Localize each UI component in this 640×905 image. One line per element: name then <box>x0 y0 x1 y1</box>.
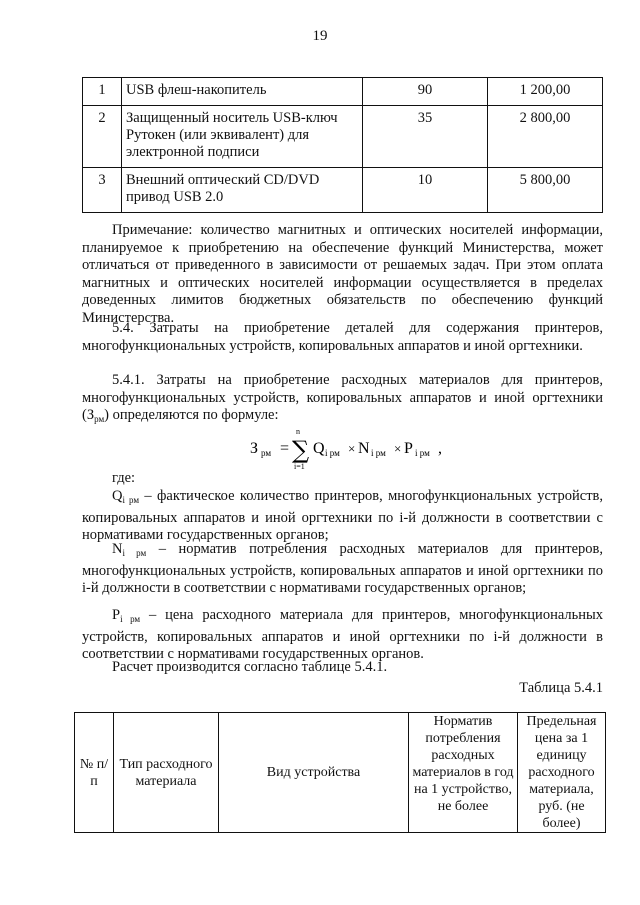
formula-q-sub: i рм <box>325 448 340 458</box>
item-quantity: 10 <box>363 168 488 213</box>
formula-p: P <box>404 440 413 457</box>
definition-q <box>82 488 603 545</box>
item-quantity: 35 <box>363 106 488 168</box>
table-row <box>83 78 603 106</box>
formula-times: × <box>348 441 356 456</box>
formula-n-sub: i рм <box>371 448 386 458</box>
header-max-price: Предельная цена за 1 единицу расходного материала, руб. (не более) <box>518 713 606 833</box>
definition-n-text: – норматив потребления расходных материалов для принтеров, многофункциональных устройств, копировальных аппаратов и иной оргтехники по i-й должности в соответствии с нормативами государственных органов; <box>82 541 603 597</box>
media-table <box>82 77 603 213</box>
item-name: USB флеш-накопитель <box>122 78 363 106</box>
item-name: Защищенный носитель USB-ключ Рутокен (или эквивалент) для электронной подписи <box>122 106 363 168</box>
definition-q-symbol: Q <box>112 488 123 504</box>
note-paragraph: Примечание: количество магнитных и оптических носителей информации, планируемое к приобретению на обеспечение функций Министерства, может отличаться от приведенного в зависимости от решаемых задач. При этом оплата магнитных и оптических носителей информации осуществляется в пределах доведенных лимитов бюджетных обязательств по обеспечению функций Министерства. <box>82 222 603 326</box>
sum-upper-limit: n <box>296 427 300 436</box>
formula-times: × <box>394 441 402 456</box>
item-price: 1 200,00 <box>488 78 603 106</box>
table-row <box>83 168 603 213</box>
table-header-row <box>75 713 606 833</box>
formula-n: N <box>358 440 370 457</box>
formula <box>250 425 450 471</box>
header-device-type: Вид устройства <box>219 713 409 833</box>
where-label: где: <box>112 470 136 486</box>
formula-comma: , <box>438 440 442 457</box>
definition-p <box>82 607 603 664</box>
item-price: 2 800,00 <box>488 106 603 168</box>
table-row <box>83 106 603 168</box>
formula-lhs-sub: рм <box>261 448 272 458</box>
section-5-4-paragraph: 5.4. Затраты на приобретение деталей для содержания принтеров, многофункциональных устройств, копировальных аппаратов и иной оргтехники. <box>82 320 603 354</box>
header-number: № п/п <box>75 713 114 833</box>
definition-p-text: – цена расходного материала для принтеров, многофункциональных устройств, копировальных аппаратов и иной оргтехники по i-й должности в соответствии с нормативами государственных органов. <box>82 607 603 663</box>
definition-n <box>82 541 603 598</box>
header-material-type: Тип расходного материала <box>114 713 219 833</box>
definition-q-text: – фактическое количество принтеров, многофункциональных устройств, копировальных аппаратов и иной оргтехники по i-й должности в соответствии с нормативами государственных органов; <box>82 488 603 544</box>
formula-q: Q <box>313 440 325 457</box>
definition-p-subscript: i рм <box>120 614 141 624</box>
row-number: 1 <box>83 78 122 106</box>
definition-q-subscript: i рм <box>122 495 140 505</box>
page-number: 19 <box>312 28 328 44</box>
formula-p-sub: i рм <box>415 448 430 458</box>
item-quantity: 90 <box>363 78 488 106</box>
calculation-note: Расчет производится согласно таблице 5.4.1. <box>112 659 388 675</box>
sum-lower-limit: i=1 <box>294 462 305 471</box>
row-number: 2 <box>83 106 122 168</box>
section-5-4-1-text: 5.4.1. Затраты на приобретение расходных материалов для принтеров, многофункциональных устройств, копировальных аппаратов и иной оргтехники (З <box>82 372 603 424</box>
section-5-4-1-text-end: ) определяются по формуле: <box>104 407 279 424</box>
sum-sign-icon: ∑ <box>292 436 310 464</box>
consumables-table <box>74 712 606 833</box>
section-5-4-1-paragraph <box>82 372 603 429</box>
section-5-4-1-subscript: рм <box>94 414 105 425</box>
row-number: 3 <box>83 168 122 213</box>
formula-lhs: З <box>250 440 259 457</box>
definition-n-symbol: N <box>112 541 123 557</box>
definition-p-symbol: P <box>112 607 121 623</box>
item-price: 5 800,00 <box>488 168 603 213</box>
header-consumption-norm: Норматив потребления расходных материалов в год на 1 устройство, не более <box>409 713 518 833</box>
table-caption: Таблица 5.4.1 <box>519 680 603 696</box>
definition-n-subscript: i рм <box>122 548 147 558</box>
formula-equals: = <box>280 440 290 457</box>
item-name: Внешний оптический CD/DVD привод USB 2.0 <box>122 168 363 213</box>
